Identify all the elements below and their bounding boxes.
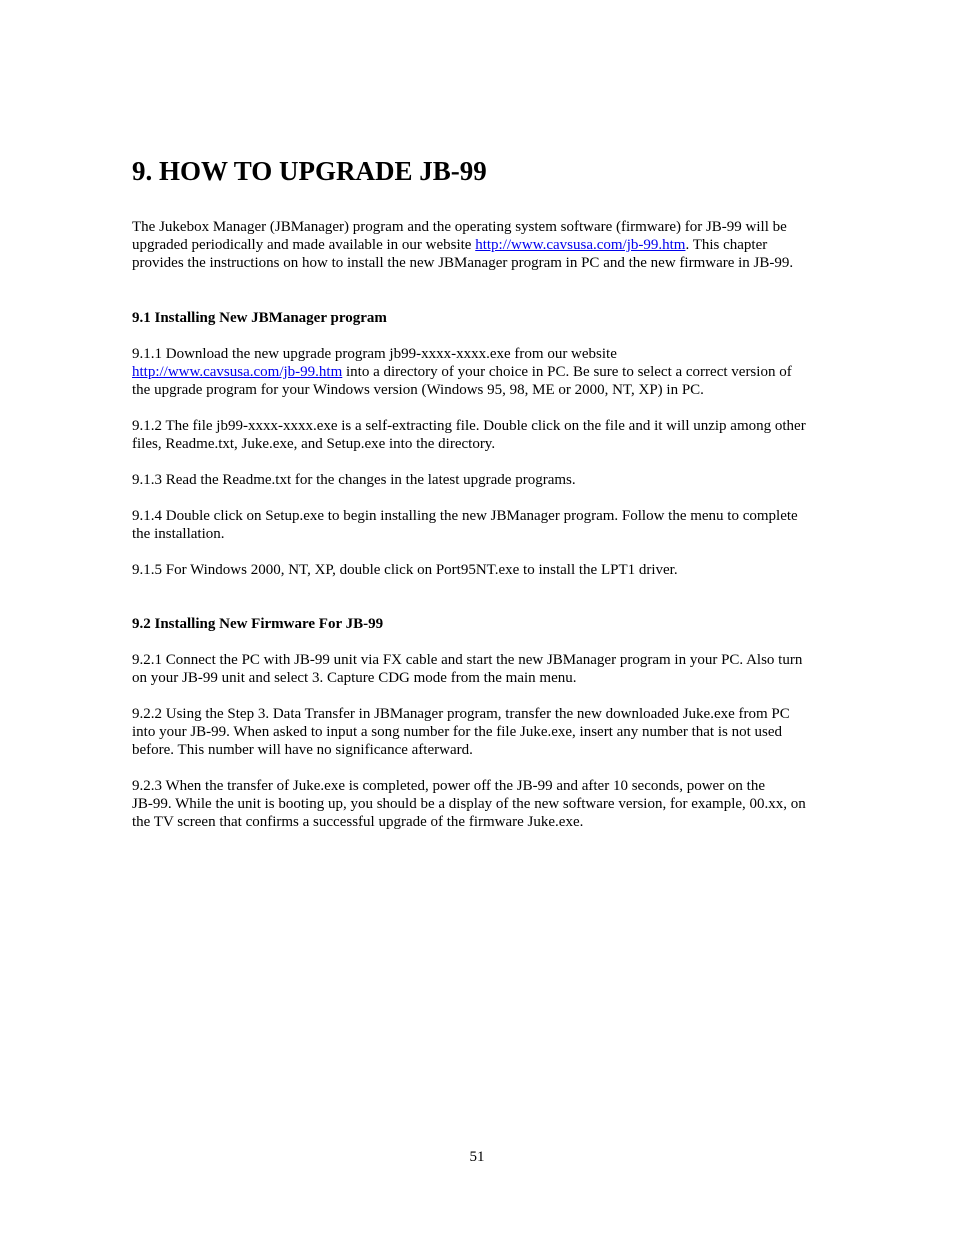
intro-line-1: The Jukebox Manager (JBManager) program and the operating system software (firmware) for JB-99 will be (132, 219, 787, 235)
intro-line-3: provides the instructions on how to install the new JBManager program in PC and the new firmware in JB-99. (132, 255, 794, 271)
step-9-1-1 (132, 345, 848, 399)
step-9-1-3 (132, 471, 848, 489)
step-9-1-2 (132, 417, 848, 453)
step-9-2-2-line-1: 9.2.2 Using the Step 3. Data Transfer in JBManager program, transfer the new downloaded Juke.exe from PC (132, 706, 790, 722)
page-number: 51 (469, 1149, 485, 1165)
step-9-1-1-line-2-tail: into a directory of your choice in PC. Be sure to select a correct version of (342, 364, 792, 380)
step-9-2-2 (132, 705, 848, 759)
step-9-1-4-line-1: 9.1.4 Double click on Setup.exe to begin installing the new JBManager program. Follow the menu to complete (132, 508, 798, 524)
step-9-2-1 (132, 651, 848, 687)
website-link-2[interactable]: http://www.cavsusa.com/jb-99.htm (132, 364, 343, 380)
step-9-1-5-line-1: 9.1.5 For Windows 2000, NT, XP, double click on Port95NT.exe to install the LPT1 driver. (132, 562, 678, 578)
intro-line-2 (132, 236, 848, 254)
chapter-title: 9. HOW TO UPGRADE JB-99 (132, 156, 487, 186)
intro-line-2-tail: . This chapter (685, 237, 768, 253)
step-9-2-3-line-2: JB-99. While the unit is booting up, you should be a display of the new software version, for example, 00.xx, on (132, 796, 806, 812)
step-9-2-2-line-2: into your JB-99. When asked to input a song number for the file Juke.exe, insert any number that is not used (132, 724, 783, 740)
section-heading-9-2: 9.2 Installing New Firmware For JB-99 (132, 616, 384, 632)
step-9-1-5 (132, 561, 848, 579)
step-9-2-2-line-3: before. This number will have no significance afterward. (132, 742, 473, 758)
step-9-2-3 (132, 777, 848, 831)
step-9-1-4-line-2: the installation. (132, 526, 225, 542)
step-9-2-1-line-1: 9.2.1 Connect the PC with JB-99 unit via FX cable and start the new JBManager program in your PC. Also turn (132, 652, 803, 668)
step-9-2-3-line-1: 9.2.3 When the transfer of Juke.exe is completed, power off the JB-99 and after 10 seconds, power on the (132, 778, 766, 794)
step-9-1-2-line-1: 9.1.2 The file jb99-xxxx-xxxx.exe is a self-extracting file. Double click on the file and it will unzip among other (132, 418, 806, 434)
step-9-1-2-line-2: files, Readme.txt, Juke.exe, and Setup.exe into the directory. (132, 436, 496, 452)
step-9-2-3-line-3: the TV screen that confirms a successful upgrade of the firmware Juke.exe. (132, 814, 584, 830)
section-heading-9-1: 9.1 Installing New JBManager program (132, 310, 387, 326)
step-9-2-1-line-2: on your JB-99 unit and select 3. Capture CDG mode from the main menu. (132, 670, 577, 686)
intro-line-2-text: upgraded periodically and made available in our website (132, 237, 476, 253)
step-9-1-1-line-2 (132, 363, 848, 381)
website-link[interactable]: http://www.cavsusa.com/jb-99.htm (475, 237, 686, 253)
step-9-1-1-line-1: 9.1.1 Download the new upgrade program jb99-xxxx-xxxx.exe from our website (132, 346, 617, 362)
step-9-1-1-line-3: the upgrade program for your Windows version (Windows 95, 98, ME or 2000, NT, XP) in PC. (132, 382, 704, 398)
step-9-1-3-line-1: 9.1.3 Read the Readme.txt for the changes in the latest upgrade programs. (132, 472, 576, 488)
step-9-1-4 (132, 507, 848, 543)
intro-paragraph (132, 218, 848, 272)
